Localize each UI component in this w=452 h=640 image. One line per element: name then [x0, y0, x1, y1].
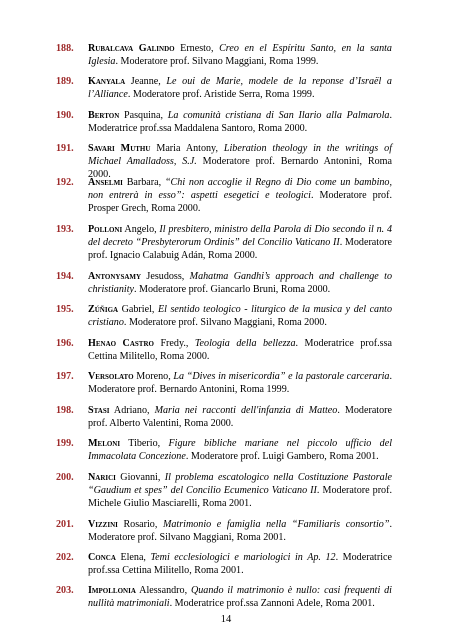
entry-details: . Moderatore prof. Prosper Grech, Roma 2000.	[88, 190, 392, 214]
author-name: Pasquina,	[119, 110, 168, 121]
author-surname: Conca	[88, 552, 116, 563]
entry-details: . Moderatore prof. Alberto Valentini, Roma 2000.	[88, 405, 392, 429]
author-name: Elena,	[115, 552, 151, 563]
author-surname: Versolato	[88, 371, 134, 382]
bibliography-entry	[56, 370, 393, 396]
entry-number: 203.	[56, 585, 74, 596]
entry-text	[88, 109, 392, 135]
entry-text	[88, 404, 392, 430]
bibliography-entry	[56, 42, 392, 68]
entry-text	[88, 551, 392, 577]
author-name: Alessandro,	[135, 585, 191, 596]
author-surname: Stasi	[88, 405, 110, 416]
entry-text	[88, 223, 392, 262]
thesis-title: Le oui de Marie, modele de la reponse d’Israël a l’Alliance	[88, 76, 392, 100]
entry-details: . Moderatore prof. Michele Giulio Masciarelli, Roma 2001.	[88, 485, 392, 509]
entry-number: 189.	[56, 76, 74, 87]
entry-number: 198.	[56, 405, 74, 416]
author-name: Fredy.,	[153, 338, 195, 349]
bibliography-entry	[56, 270, 392, 296]
entry-details: . Moderatore prof. Silvano Maggiani, Roma 1999.	[115, 56, 319, 67]
entry-text	[88, 42, 392, 68]
entry-number: 191.	[56, 143, 74, 154]
thesis-title: La “Dives in misericordia” e la pastorale carceraria	[173, 371, 390, 382]
entry-number: 192.	[56, 177, 74, 188]
entry-details: . Moderatore prof. Giancarlo Bruni, Roma 2000.	[133, 284, 331, 295]
bibliography-entry	[56, 584, 392, 610]
bibliography-entry	[56, 223, 392, 262]
thesis-title: El sentido teologico - liturgico de la musica y del canto cristiano	[88, 304, 392, 328]
thesis-title: Il presbitero, ministro della Parola di Dio secondo il n. 4 del decreto “Presbyterorum Ordinis” del Concilio Vaticano II	[88, 224, 392, 248]
entry-text	[88, 337, 392, 363]
author-name: Jesudoss,	[141, 271, 190, 282]
author-surname: Polloni	[88, 224, 123, 235]
thesis-title: Teologia della bellezza	[194, 338, 296, 349]
entry-details: Moderatore prof. Bernardo Antonini, Roma 2000.	[88, 156, 392, 180]
entry-number: 201.	[56, 519, 74, 530]
bibliography-entry	[56, 303, 392, 329]
author-surname: Kanyala	[88, 76, 126, 87]
thesis-title: Quando il matrimonio è nullo: casi frequenti di nullità matrimoniali	[88, 585, 392, 609]
entry-text	[88, 370, 392, 396]
author-surname: Berton	[88, 110, 120, 121]
entry-number: 195.	[56, 304, 74, 315]
entry-details: . Moderatore prof. Silvano Maggiani, Roma 2000.	[123, 317, 327, 328]
author-surname: Zúñiga	[88, 304, 119, 315]
author-surname: Impollonia	[88, 585, 136, 596]
entry-text	[88, 176, 392, 215]
bibliography-entry	[56, 471, 392, 510]
entry-details: . Moderatrice prof.ssa Cettina Militello, Roma 2001.	[88, 552, 392, 576]
bibliography-entry	[56, 109, 392, 135]
author-name: Adriano,	[109, 405, 155, 416]
author-name: Maria Antony,	[150, 143, 224, 154]
bibliography-entry	[56, 404, 392, 430]
author-name: Ernesto,	[174, 43, 220, 54]
entry-details: . Moderatore prof. Luigi Gambero, Roma 2001.	[185, 451, 379, 462]
author-name: Jeanne,	[125, 76, 167, 87]
entry-number: 194.	[56, 271, 74, 282]
author-surname: Antonysamy	[88, 271, 142, 282]
author-surname: Rubalcava Galindo	[88, 43, 175, 54]
thesis-title: La comunità cristiana di San Ilario alla Palmarola	[167, 110, 390, 121]
author-surname: Henao Castro	[88, 338, 154, 349]
author-surname: Meloni	[88, 438, 121, 449]
entry-number: 202.	[56, 552, 74, 563]
thesis-title: Il problema escatologico nella Costituzione Pastorale “Gaudium et spes” del Concilio Ecumenico Vaticano II	[88, 472, 392, 496]
entry-details: . Moderatore prof. Ignacio Calabuig Adán, Roma 2000.	[88, 237, 392, 261]
author-surname: Narici	[88, 472, 116, 483]
author-surname: Savari Muthu	[88, 143, 151, 154]
thesis-title: Creo en el Espíritu Santo, en la santa Iglesia	[88, 43, 392, 67]
entry-details: . Moderatore prof. Aristide Serra, Roma 1999.	[127, 89, 315, 100]
thesis-title: Temi ecclesiologici e mariologici in Ap. 12	[150, 552, 336, 563]
entry-text	[88, 584, 392, 610]
bibliography-entry	[56, 75, 392, 101]
author-name: Rosario,	[117, 519, 163, 530]
entry-details: . Moderatrice prof.ssa Zannoni Adele, Roma 2001.	[169, 598, 375, 609]
entry-number: 190.	[56, 110, 74, 121]
entry-text	[88, 471, 392, 510]
author-surname: Vizzini	[88, 519, 118, 530]
entry-number: 196.	[56, 338, 74, 349]
entry-text	[88, 270, 392, 296]
entry-text	[88, 518, 392, 544]
entry-number: 200.	[56, 472, 74, 483]
author-name: Tiberio,	[120, 438, 169, 449]
bibliography-entry	[56, 176, 393, 215]
entry-number: 197.	[56, 371, 74, 382]
page-number: 14	[220, 614, 232, 625]
entry-details: . Moderatore prof. Bernardo Antonini, Roma 1999.	[88, 371, 393, 395]
author-name: Angelo,	[122, 224, 160, 235]
thesis-title: Liberation theology in the writings of Michael Amalladoss, S.J.	[88, 143, 392, 167]
author-name: Giovanni,	[115, 472, 165, 483]
thesis-title: Maria nei racconti dell'infanzia di Matteo	[154, 405, 338, 416]
thesis-title: Figure bibliche mariane nel piccolo ufficio del Immacolata Concezione	[88, 438, 393, 462]
bibliography-entry	[56, 337, 392, 363]
entry-text	[88, 75, 392, 101]
author-name: Gabriel,	[118, 304, 158, 315]
thesis-title: “Chi non accoglie il Regno di Dio come un bambino, non entrerà in esso”: aspetti esegetici e teologici	[88, 177, 393, 201]
bibliography-entry	[56, 518, 392, 544]
entry-number: 199.	[56, 438, 74, 449]
author-name: Moreno,	[133, 371, 174, 382]
entry-number: 188.	[56, 43, 74, 54]
entry-details: . Moderatrice prof.ssa Cettina Militello, Roma 2000.	[88, 338, 392, 362]
author-name: Barbara,	[122, 177, 165, 188]
bibliography-entry	[56, 437, 393, 463]
entry-number: 193.	[56, 224, 74, 235]
entry-details: . Moderatrice prof.ssa Maddalena Santoro, Roma 2000.	[88, 110, 392, 134]
author-surname: Anselmi	[88, 177, 123, 188]
thesis-title: Mahatma Gandhi’s approach and challenge to christianity	[88, 271, 392, 295]
entry-text	[88, 303, 392, 329]
bibliography-entry	[56, 551, 392, 577]
entry-text	[88, 437, 392, 463]
thesis-title: Matrimonio e famiglia nella “Familiaris consortio”	[162, 519, 390, 530]
entry-details: . Moderatore prof. Silvano Maggiani, Roma 2001.	[88, 519, 392, 543]
